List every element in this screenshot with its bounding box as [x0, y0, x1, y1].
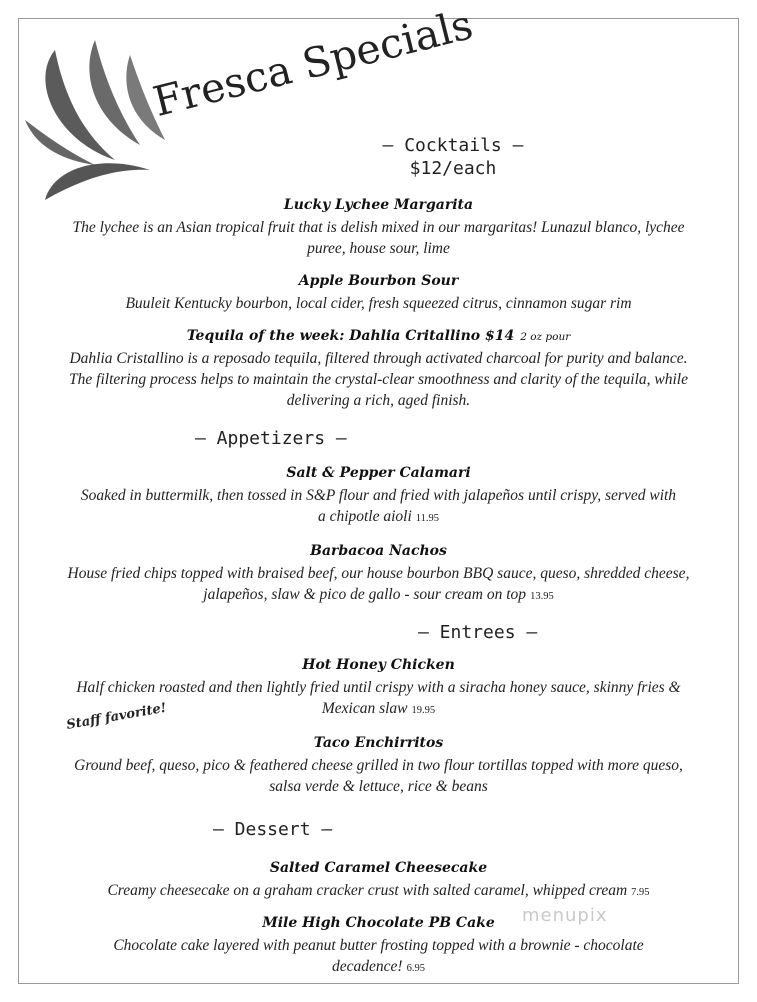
pour-size: 2 oz pour [520, 331, 571, 343]
item-name: Mile High Chocolate PB Cake [262, 915, 495, 931]
item-price: 7.95 [631, 887, 650, 898]
item-price: 19.95 [411, 705, 436, 716]
item-name [40, 328, 717, 344]
entrees-header: — Entrees — [418, 622, 538, 643]
item-price: 11.95 [415, 513, 440, 524]
dessert-header: — Dessert — [213, 819, 333, 840]
item-name-text: Tequila of the week: Dahlia Critallino $14 [186, 328, 515, 344]
item-description [40, 935, 717, 979]
staff-favorite-note: Staff favorite! [65, 700, 168, 733]
item-description-text: House fried chips topped with braised beef, our house bourbon BBQ sauce, queso, shredded cheese, jalapeños, slaw & pico de gallo - sour cream on top [67, 565, 690, 603]
appetizers-header: — Appetizers — [195, 428, 347, 449]
item-description-text: Half chicken roasted and then lightly fried until crispy with a siracha honey sauce, skinny fries & Mexican slaw [76, 679, 681, 717]
item-name: Barbacoa Nachos [310, 543, 447, 559]
item-description: Dahlia Cristallino is a reposado tequila, filtered through activated charcoal for purity and balance. The filtering process helps to maintain the crystal-clear smoothness and clarity of the tequila, while delivering a rich, aged finish. [69, 350, 688, 409]
item-name: Taco Enchirritos [313, 735, 444, 751]
decorative-swirl-graphic [25, 40, 175, 210]
cocktails-header-price: $12/each [409, 158, 497, 179]
item-description [40, 563, 717, 607]
item-description: The lychee is an Asian tropical fruit that is delish mixed in our margaritas! Lunazul blanco, lychee puree, house sour, lime [72, 219, 685, 257]
item-name: Lucky Lychee Margarita [283, 197, 474, 213]
menupix-watermark: menupix [522, 905, 608, 926]
item-name: Apple Bourbon Sour [298, 273, 459, 289]
item-description-text: Soaked in buttermilk, then tossed in S&P flour and fried with jalapeños until crispy, served with a chipotle aioli [80, 487, 677, 525]
item-price: 13.95 [530, 591, 554, 602]
item-description-text: Chocolate cake layered with peanut butter frosting topped with a brownie - chocolate decadence! [113, 937, 644, 975]
menu-title: Fresca Specials [148, 0, 478, 127]
item-name: Salt & Pepper Calamari [286, 465, 471, 481]
item-name: Hot Honey Chicken [302, 657, 455, 673]
item-name: Salted Caramel Cheesecake [269, 860, 488, 876]
item-description: Ground beef, queso, pico & feathered cheese grilled in two flour tortillas topped with more queso, salsa verde & lettuce, rice & beans [74, 757, 683, 795]
item-price: 6.95 [406, 963, 425, 974]
item-description-text: Creamy cheesecake on a graham cracker crust with salted caramel, whipped cream [107, 882, 628, 899]
item-description: Buuleit Kentucky bourbon, local cider, fresh squeezed citrus, cinnamon sugar rim [125, 295, 632, 312]
item-description [40, 485, 717, 529]
cocktails-header [378, 134, 528, 180]
item-description [40, 880, 717, 903]
cocktails-header-title: — Cocktails — [382, 135, 524, 156]
